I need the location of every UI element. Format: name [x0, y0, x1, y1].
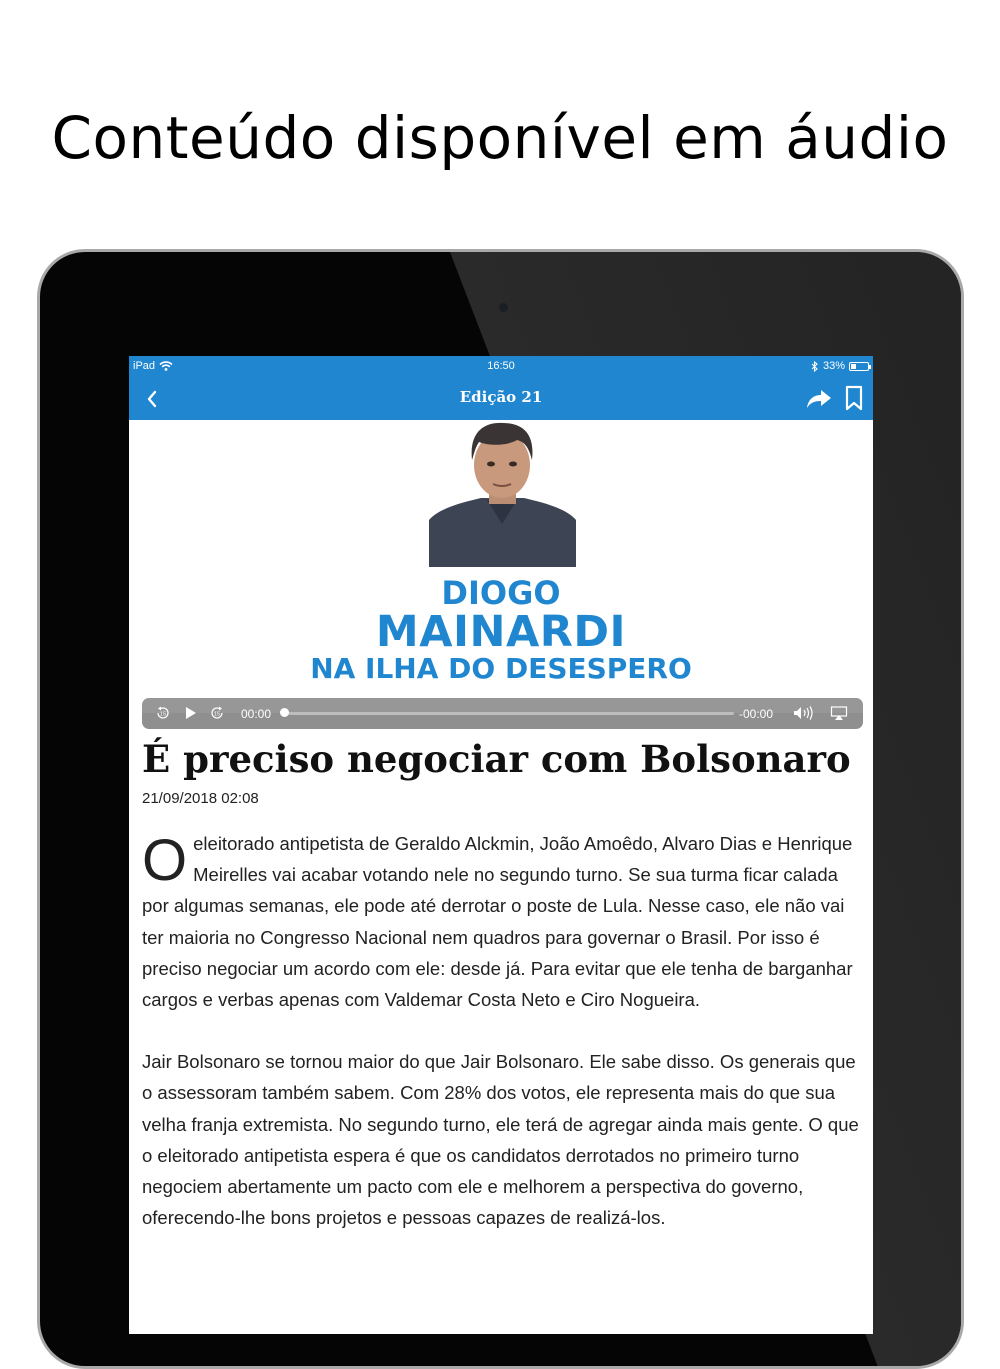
article-paragraph: Jair Bolsonaro se tornou maior do que Jair Bolsonaro. Ele sabe disso. Os generais que o assessoram também sabem. Com 28% dos votos, ele representa mais do que sua velha franja extremista. No segundo turno, ele terá de agregar ainda mais gente. O que o eleitorado antipetista espera é que os candidatos derrotados no primeiro turno negociem abertamente um pacto com ele e melhorem a perspectiva do governo, oferecendo-lhe bons projetos e pessoas capazes de realizá-los. — [142, 1051, 859, 1229]
nav-title: Edição 21 — [459, 388, 543, 406]
navigation-bar — [129, 378, 873, 420]
rewind-15-icon[interactable] — [155, 705, 171, 721]
share-arrow-icon[interactable] — [805, 386, 833, 412]
bluetooth-icon — [811, 361, 819, 372]
progress-track[interactable] — [284, 712, 734, 715]
play-icon[interactable] — [182, 705, 198, 721]
battery-percent: 33% — [822, 360, 845, 372]
paragraph-text: eleitorado antipetista de Geraldo Alckmin, João Amoêdo, Alvaro Dias e Henrique Meirelles vai acabar votando nele no segundo turno. Se sua turma ficar calada por algumas semanas, ele pode até derrotar o poste de Lula. Nesse caso, ele não vai ter maioria no Congresso Nacional nem quadros para governar o Brasil. Por isso é preciso negociar um acordo com ele: desde já. Para evitar que ele tenha de barganhar cargos e verbas apenas com Valdemar Costa Neto e Ciro Nogueira. — [142, 833, 853, 1011]
airplay-icon[interactable] — [830, 705, 848, 721]
svg-text:15: 15 — [159, 711, 167, 718]
bookmark-icon[interactable] — [842, 384, 866, 412]
battery-icon — [849, 362, 869, 371]
article-title: É preciso negociar com Bolsonaro — [142, 737, 851, 781]
status-time: 16:50 — [487, 360, 515, 372]
audio-player — [142, 698, 863, 729]
volume-icon[interactable] — [792, 705, 814, 721]
progress-knob[interactable] — [280, 708, 289, 717]
author-photo — [429, 420, 576, 567]
article-paragraph — [142, 828, 862, 1015]
article-date: 21/09/2018 02:08 — [142, 790, 259, 807]
device-name: iPad — [133, 360, 156, 372]
forward-15-icon[interactable] — [209, 705, 225, 721]
current-time: 00:00 — [241, 707, 272, 721]
app-screen — [129, 356, 873, 1334]
status-bar — [129, 356, 873, 378]
column-name: NA ILHA DO DESESPERO — [310, 652, 692, 685]
author-last-name: MAINARDI — [375, 607, 627, 657]
drop-cap: O — [142, 828, 188, 893]
svg-text:15: 15 — [213, 711, 221, 718]
column-header — [129, 574, 873, 686]
promo-title: Conteúdo disponível em áudio — [51, 104, 949, 172]
camera-icon — [499, 303, 508, 312]
remaining-time: -00:00 — [739, 707, 774, 721]
author-first-name: DIOGO — [441, 574, 561, 612]
article-body — [142, 828, 862, 1264]
